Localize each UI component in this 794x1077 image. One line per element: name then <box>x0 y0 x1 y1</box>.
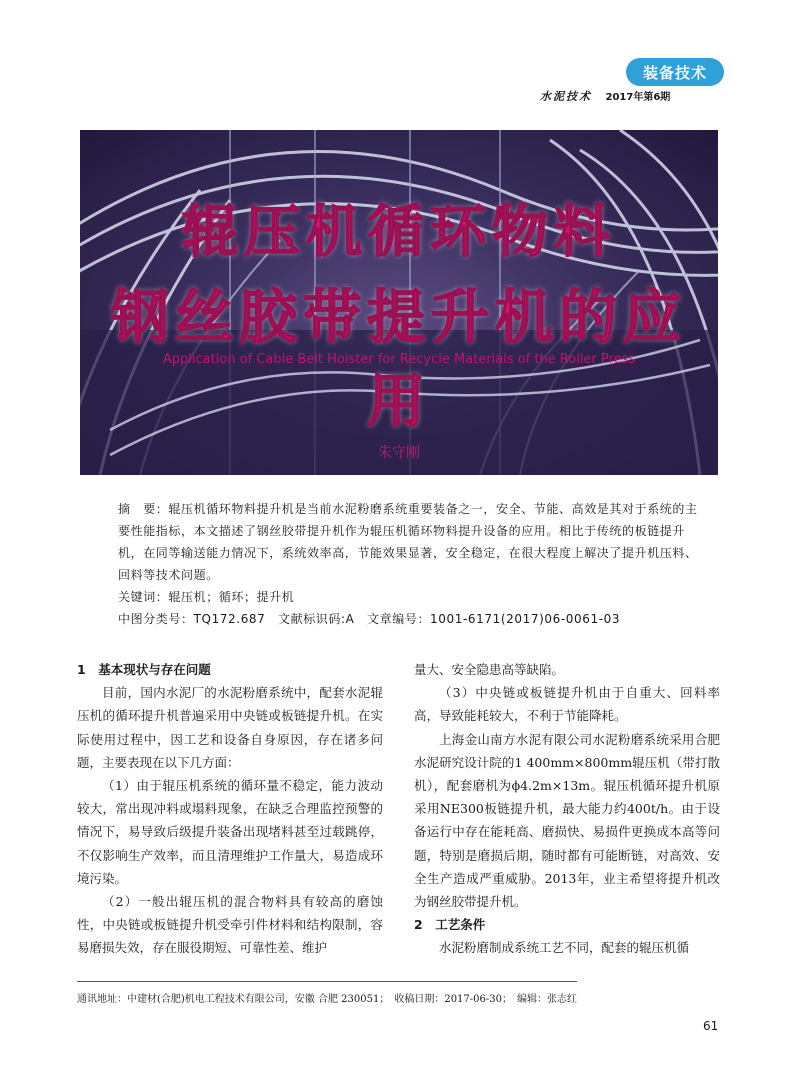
body-column-right <box>414 658 720 960</box>
page-number: 61 <box>703 1019 719 1033</box>
body-paragraph: （1）由于辊压机系统的循环量不稳定，能力波动较大，常出现冲料或塌料现象，在缺乏合理监控预警的情况下，易导致后级提升装备出现堵料甚至过载跳停，不仅影响生产效率，而且清理维护工作量大，易造成环境污染。 <box>77 778 383 886</box>
keywords-line <box>118 586 698 608</box>
english-title: Application of Cable Belt Hoister for Recycle Materials of the Roller Press <box>162 352 636 367</box>
article-title-line1: 辊压机循环物料 <box>182 200 616 265</box>
article-title-line2: 钢丝胶带提升机的应用 <box>110 283 687 435</box>
body-paragraph: 上海金山南方水泥有限公司水泥粉磨系统采用合肥水泥研究设计院的1 400mm×800mm辊压机（带打散机），配套磨机为ϕ4.2m×13m。辊压机循环提升机原采用NE300板链提升机，最大能力约400t/h。由于设备运行中存在能耗高、磨损快、易损件更换成本高等问题，特别是磨损后期，随时都有可能断链，对高效、安全生产造成严重威胁。2013年，业主希望将提升机改为钢丝胶带提升机。 <box>414 731 720 910</box>
abstract-label: 摘 要： <box>118 502 169 516</box>
body-paragraph: （2）一般出辊压机的混合物料具有较高的磨蚀性，中央链或板链提升机受牵引件材料和结构限制，容易磨损失效，存在服役期短、可靠性差、维护 <box>77 894 383 956</box>
body-column-left <box>77 658 383 960</box>
journal-issue: 2017年第6期 <box>605 92 671 103</box>
body-paragraph: 目前，国内水泥厂的水泥粉磨系统中，配套水泥辊压机的循环提升机普遍采用中央链或板链提升机。在实际使用过程中，因工艺和设备自身原因，存在诸多问题，主要表现在以下几方面： <box>77 685 383 770</box>
abstract-text: 辊压机循环物料提升机是当前水泥粉磨系统重要装备之一，安全、节能、高效是其对于系统的主要性能指标，本文描述了钢丝胶带提升机作为辊压机循环物料提升设备的应用。相比于传统的板链提升机，在同等输送能力情况下，系统效率高，节能效果显著，安全稳定，在很大程度上解决了提升机压料、回料等技术问题。 <box>118 502 698 582</box>
footnote-address: 通讯地址：中建材(合肥)机电工程技术有限公司，安徽 合肥 230051； 收稿日期：2017-06-30； 编辑：张志红 <box>77 994 577 1005</box>
section1-heading: 1 基本现状与存在问题 <box>77 662 211 677</box>
body-paragraph: （3）中央链或板链提升机由于自重大、回料率高，导致能耗较大，不利于节能降耗。 <box>414 685 720 724</box>
section-tag-badge: 装备技术 <box>626 58 724 86</box>
keywords-label: 关键词： <box>118 590 169 604</box>
abstract-paragraph <box>118 498 698 586</box>
footnote-divider <box>77 981 577 982</box>
journal-name: 水泥技术 <box>540 90 592 103</box>
section2-heading: 2 工艺条件 <box>414 917 486 933</box>
title-banner <box>80 130 718 475</box>
body-paragraph-continued: 量大、安全隐患高等缺陷。 <box>414 662 565 677</box>
classification-line: 中图分类号：TQ172.687 文献标识码:A 文章编号：1001-6171(2017)06-0061-03 <box>118 612 621 626</box>
author-name: 朱守刚 <box>378 445 420 461</box>
journal-header <box>540 88 670 104</box>
abstract-block <box>118 498 698 630</box>
body-paragraph: 水泥粉磨制成系统工艺不同，配套的辊压机循 <box>439 940 690 956</box>
keywords-text: 辊压机；循环；提升机 <box>168 590 295 604</box>
